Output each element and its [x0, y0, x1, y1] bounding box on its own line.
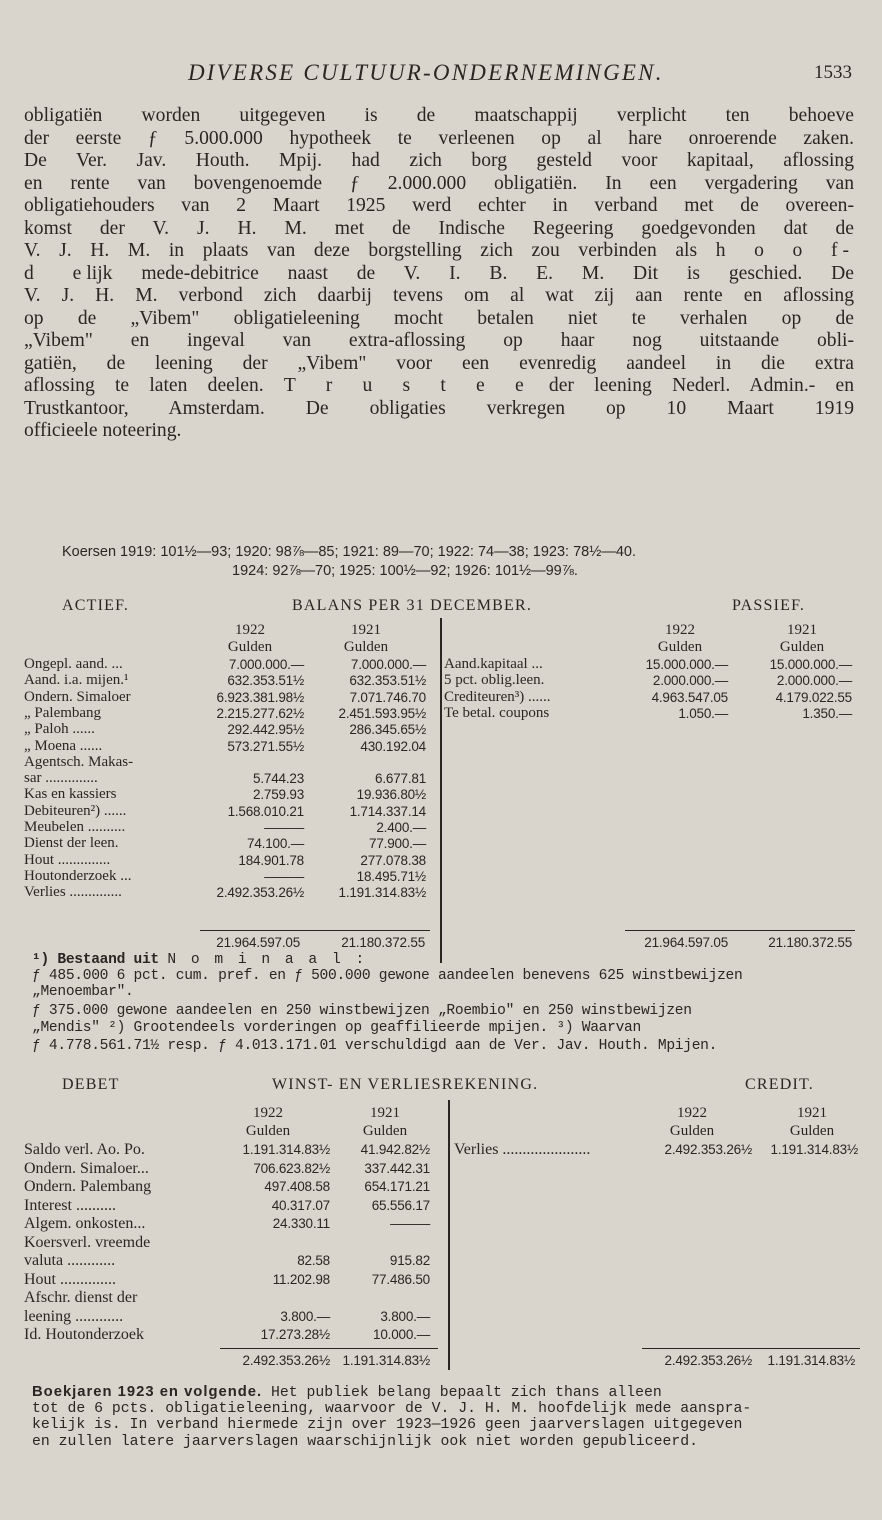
row-value: 77.900.— — [369, 836, 426, 852]
total-rule — [200, 930, 430, 931]
row-label: Algem. onkosten... — [24, 1215, 146, 1232]
row-value: 1.191.314.83½ — [242, 1142, 330, 1157]
balance-title: BALANS PER 31 DECEMBER. — [292, 597, 533, 614]
row-label: Saldo verl. Ao. Po. — [24, 1141, 145, 1158]
credit-heading: CREDIT. — [745, 1076, 814, 1093]
row-value: 1.568.010.21 — [227, 803, 304, 819]
text-line: op de „Vibem" obligatieleening mocht betalen niet te verhalen op de — [24, 307, 854, 329]
row-label: Kas en kassiers — [24, 786, 117, 803]
text-line — [24, 263, 854, 286]
text-line: tot de 6 pcts. obligatieleening, waarvoor de V. J. H. M. hoofdelijk mede aanspra- — [32, 1401, 752, 1418]
row-value: 15.000.000.— — [769, 657, 852, 672]
row-value: 915.82 — [389, 1253, 430, 1268]
debet-heading: DEBET — [62, 1076, 120, 1093]
row-value: 7.000.000.— — [228, 657, 304, 672]
unit-header: Gulden — [343, 639, 389, 655]
footnote-line: ƒ 375.000 gewone aandeelen en 250 winstbewijzen „Roembio" en 250 winstbewijzen — [32, 1003, 692, 1019]
unit-header: Gulden — [227, 639, 273, 655]
year-header: 1921 — [370, 1105, 400, 1121]
total-value: 2.492.353.26½ — [664, 1353, 752, 1368]
row-value: 2.492.353.26½ — [216, 885, 304, 901]
text-line — [32, 1384, 860, 1401]
column-divider — [440, 618, 442, 963]
footnote-line: ƒ 4.778.561.71½ resp. ƒ 4.013.171.01 verschuldigd aan de Ver. Jav. Houth. Mpijen. — [32, 1038, 718, 1054]
row-value: 1.350.— — [802, 705, 852, 721]
row-label: Ongepl. aand. ... — [24, 656, 123, 672]
spaced-text: T r u s t e e — [283, 375, 529, 396]
closing-paragraph — [32, 1384, 860, 1450]
row-value: 4.179.022.55 — [775, 689, 852, 705]
text-line: en rente van bovengenoemde ƒ 2.000.000 obligatiën. In een vergadering van — [24, 172, 854, 194]
total-rule — [625, 930, 855, 931]
spaced-text: N o m i n a a l : — [167, 952, 368, 968]
row-value: 77.486.50 — [371, 1271, 430, 1287]
row-value: 15.000.000.— — [645, 657, 728, 672]
row-value: 4.963.547.05 — [651, 689, 728, 705]
text-line: Trustkantoor, Amsterdam. De obligaties verkregen op 10 Maart 1919 — [24, 397, 854, 419]
total-rule — [220, 1348, 438, 1349]
total-value: 1.191.314.83½ — [767, 1353, 855, 1368]
row-label: Hout .............. — [24, 1270, 116, 1288]
row-value: 40.317.07 — [271, 1197, 330, 1213]
row-label: Ondern. Simaloer... — [24, 1159, 149, 1177]
row-label: Te betal. coupons — [444, 704, 550, 721]
text-line: officieele noteering. — [24, 420, 182, 441]
row-value: 11.202.98 — [272, 1271, 330, 1287]
unit-header: Gulden — [779, 639, 825, 655]
unit-header: Gulden — [245, 1123, 291, 1139]
row-value: ——— — [264, 820, 304, 835]
row-value: 7.071.746.70 — [349, 689, 426, 705]
row-value: ——— — [390, 1216, 430, 1231]
footnote-line — [32, 953, 367, 968]
unit-header: Gulden — [362, 1123, 408, 1139]
footnote-line: ƒ 485.000 6 pct. cum. pref. en ƒ 500.000 gewone aandeelen benevens 625 winstbewijzen — [32, 968, 743, 984]
text-line: obligatiehouders van 2 Maart 1925 werd echter in verband met de overeen- — [24, 195, 854, 216]
total-value: 21.964.597.05 — [644, 935, 728, 950]
total-value: 2.492.353.26½ — [242, 1353, 330, 1368]
row-value: 573.271.55½ — [227, 738, 304, 754]
row-value: 3.800.— — [380, 1308, 430, 1324]
row-label: Interest .......... — [24, 1196, 116, 1214]
column-divider — [448, 1100, 450, 1370]
row-value: 497.408.58 — [264, 1179, 330, 1194]
text-line — [24, 240, 854, 263]
text-fragment: Het publiek belang bepaalt zich thans alleen — [271, 1385, 662, 1401]
row-label: Crediteuren³) ...... — [444, 688, 551, 705]
text-line — [24, 375, 854, 398]
text-line: V. J. H. M. verbond zich daarbij tevens om al wat zij aan rente en aflossing — [24, 285, 854, 306]
row-label: Verlies ...................... — [454, 1141, 591, 1158]
text-line: De Ver. Jav. Houth. Mpij. had zich borg gesteld voor kapitaal, aflossing — [24, 150, 854, 171]
footnote-line: „Menoembar". — [32, 984, 134, 1000]
row-label: sar .............. — [24, 770, 98, 787]
row-label: „ Palembang — [24, 704, 102, 721]
row-label: „ Paloh ...... — [24, 721, 95, 738]
row-value: 82.58 — [297, 1253, 330, 1268]
row-label: Koersverl. vreemde — [24, 1233, 151, 1251]
row-label: Meubelen .......... — [24, 819, 126, 835]
total-value: 1.191.314.83½ — [342, 1353, 430, 1368]
row-value: 430.192.04 — [360, 738, 426, 754]
row-value: 19.936.80½ — [356, 787, 426, 803]
row-value: 1.714.337.14 — [349, 803, 426, 819]
intro-paragraph — [24, 105, 854, 443]
actief-heading: ACTIEF. — [62, 597, 130, 614]
text-line: der eerste ƒ 5.000.000 hypotheek te verleenen op al hare onroerende zaken. — [24, 127, 854, 149]
row-value: 2.451.593.95½ — [338, 705, 426, 721]
row-value: 3.800.— — [280, 1308, 330, 1324]
row-label: Aand. i.a. mijen.¹ — [24, 672, 129, 689]
row-label: Houtonderzoek ... — [24, 867, 132, 884]
row-value: 6.677.81 — [375, 771, 426, 787]
row-value: 2.215.277.62½ — [216, 705, 304, 721]
row-label: Hout .............. — [24, 851, 111, 868]
row-value: 654.171.21 — [364, 1179, 430, 1194]
text-line: obligatiën worden uitgegeven is de maatschappij verplicht ten behoeve — [24, 105, 854, 126]
text-fragment: aflossing te laten deelen. — [24, 375, 264, 396]
total-value: 21.964.597.05 — [216, 935, 300, 950]
text-line: „Vibem" en ingeval van extra-aflossing op haar nog uitstaande obli- — [24, 330, 854, 351]
page-number: 1533 — [814, 62, 852, 83]
year-header: 1921 — [797, 1105, 827, 1121]
row-label: Ondern. Palembang — [24, 1178, 152, 1195]
text-line: komst der V. J. H. M. met de Indische Regeering goedgevonden dat de — [24, 217, 854, 239]
row-value: 41.942.82½ — [360, 1142, 430, 1157]
row-value: 286.345.65½ — [349, 722, 426, 738]
row-value: 10.000.— — [373, 1327, 430, 1342]
row-label: Afschr. dienst der — [24, 1289, 138, 1306]
footnote-marker: ¹) Bestaand uit — [32, 952, 159, 968]
row-label: Ondern. Simaloer — [24, 688, 131, 705]
row-value: 18.495.71½ — [356, 868, 426, 884]
spaced-text: d e — [24, 262, 87, 284]
row-value: 65.556.17 — [371, 1197, 430, 1213]
row-value: 6.923.381.98½ — [216, 689, 304, 705]
row-label: Aand.kapitaal ... — [444, 656, 543, 672]
row-value: 632.353.51½ — [227, 673, 304, 689]
spaced-text: h o o f- — [715, 240, 854, 261]
row-value: 292.442.95½ — [227, 722, 304, 738]
row-value: 184.901.78 — [238, 852, 304, 868]
unit-header: Gulden — [789, 1123, 835, 1139]
row-value: 2.000.000.— — [652, 673, 728, 689]
row-label: leening ............ — [24, 1307, 124, 1325]
year-header: 1922 — [235, 622, 265, 638]
row-value: 2.492.353.26½ — [664, 1142, 752, 1157]
row-value: 24.330.11 — [272, 1216, 330, 1231]
row-value: 1.191.314.83½ — [770, 1142, 858, 1157]
row-value: 337.442.31 — [364, 1160, 430, 1176]
row-label: 5 pct. oblig.leen. — [444, 672, 545, 689]
row-value: 632.353.51½ — [349, 673, 426, 689]
row-label: Dienst der leen. — [24, 835, 119, 852]
row-value: 5.744.23 — [253, 771, 304, 787]
row-value: 17.273.28½ — [260, 1327, 330, 1342]
row-label: Id. Houtonderzoek — [24, 1326, 144, 1343]
text-line: kelijk is. In verband hiermede zijn over 1923—1926 geen jaarverslagen uitgegeven — [32, 1417, 743, 1434]
page-header — [0, 52, 882, 92]
row-value: ——— — [264, 868, 304, 884]
text-fragment: lijk mede-debitrice naast de V. I. B. E. M. Dit is geschied. De — [86, 262, 854, 284]
unit-header: Gulden — [657, 639, 703, 655]
footnote-line: „Mendis" ²) Grootendeels vorderingen op geaffilieerde mpijen. ³) Waarvan — [32, 1020, 641, 1036]
unit-header: Gulden — [669, 1123, 715, 1139]
row-value: 1.050.— — [678, 705, 728, 721]
row-value: 2.000.000.— — [776, 673, 852, 689]
row-value: 277.078.38 — [360, 852, 426, 868]
row-value: 1.191.314.83½ — [338, 885, 426, 901]
row-label: valuta ............ — [24, 1252, 116, 1269]
koersen-quotes — [62, 543, 636, 581]
text-fragment: der leening Nederl. Admin.- en — [548, 375, 854, 396]
total-value: 21.180.372.55 — [768, 935, 852, 950]
text-fragment: V. J. H. M. in plaats van deze borgstelling zich zou verbinden als — [24, 240, 698, 261]
section-title: Boekjaren 1923 en volgende. — [32, 1384, 263, 1400]
year-header: 1921 — [787, 622, 817, 638]
total-value: 21.180.372.55 — [341, 935, 425, 950]
row-label: Agentsch. Makas- — [24, 753, 134, 770]
row-label: „ Moena ...... — [24, 737, 103, 754]
koersen-line-2: 1924: 92⅞—70; 1925: 100½—92; 1926: 101½—99⅞. — [232, 563, 578, 579]
row-value: 2.759.93 — [253, 787, 304, 803]
total-rule — [642, 1348, 860, 1349]
text-line: en zullen latere jaarverslagen waarschijnlijk ook niet worden gepubliceerd. — [32, 1433, 698, 1450]
row-value: 74.100.— — [247, 836, 304, 852]
running-title: DIVERSE CULTUUR-ONDERNEMINGEN. — [188, 60, 664, 85]
profit-loss-title: WINST- EN VERLIESREKENING. — [272, 1076, 539, 1093]
passief-heading: PASSIEF. — [732, 597, 806, 614]
text-line: gatiën, de leening der „Vibem" voor een evenredig aandeel in die extra — [24, 352, 854, 374]
row-value: 2.400.— — [376, 820, 426, 835]
koersen-line-1: Koersen 1919: 101½—93; 1920: 98⅞—85; 1921: 89—70; 1922: 74—38; 1923: 78½—40. — [62, 544, 636, 560]
row-label: Debiteuren²) ...... — [24, 802, 127, 819]
year-header: 1921 — [351, 622, 381, 638]
year-header: 1922 — [677, 1105, 707, 1121]
row-value: 7.000.000.— — [350, 657, 426, 672]
year-header: 1922 — [665, 622, 695, 638]
year-header: 1922 — [253, 1105, 283, 1121]
row-value: 706.623.82½ — [253, 1160, 330, 1176]
row-label: Verlies .............. — [24, 884, 122, 901]
